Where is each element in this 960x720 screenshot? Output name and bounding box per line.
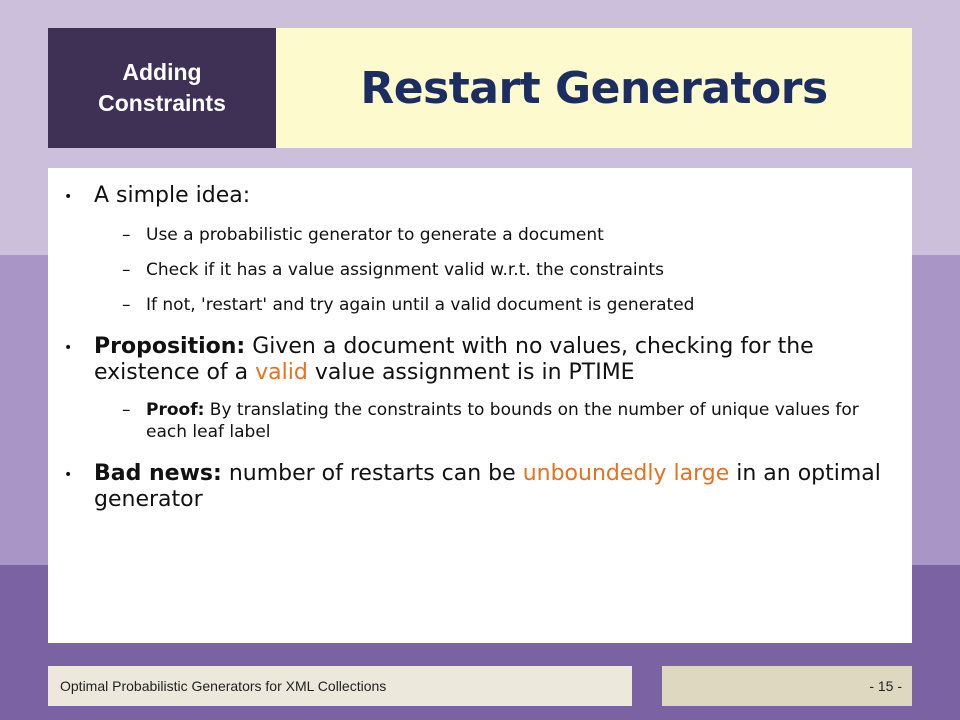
dash-icon: – <box>122 400 131 420</box>
dash-icon: – <box>122 295 131 315</box>
page-number-text: - 15 - <box>869 678 902 694</box>
dash-icon: – <box>122 225 131 245</box>
highlight-valid: valid <box>255 360 308 385</box>
bullet-simple-idea <box>62 183 884 211</box>
bad-news-text-post: in an optimal generator <box>94 461 881 512</box>
proof-text: By translating the constraints to bounds on the number of unique values for each leaf label <box>146 400 859 442</box>
title-box <box>276 28 912 148</box>
sub-bullet-proof <box>122 399 884 443</box>
bullet-bad-news <box>62 461 884 513</box>
sub-bullet-check <box>122 259 884 281</box>
proposition-text-post: value assignment is in PTIME <box>307 360 635 385</box>
sub-bullet-generate <box>122 224 884 246</box>
sub-bullet-text <box>146 399 884 443</box>
bullet-text <box>94 461 884 513</box>
proposition-text-pre: Given a document with no values, checking for the existence of a <box>94 334 814 385</box>
bullet-icon: • <box>64 189 73 205</box>
bad-news-label: Bad news: <box>94 461 222 486</box>
footer-page-number <box>662 666 912 706</box>
bullet-icon: • <box>64 340 73 356</box>
bullet-proposition <box>62 334 884 386</box>
sub-bullet-text: If not, 'restart' and try again until a valid document is generated <box>146 295 695 315</box>
proof-label: Proof: <box>146 400 205 420</box>
sub-bullet-text: Use a probabilistic generator to generate a document <box>146 225 604 245</box>
dash-icon: – <box>122 260 131 280</box>
bullet-text: A simple idea: <box>94 183 251 208</box>
section-label-box <box>48 28 276 148</box>
slide-content <box>48 168 912 643</box>
bullet-text <box>94 334 884 386</box>
sub-bullet-text: Check if it has a value assignment valid w.r.t. the constraints <box>146 260 664 280</box>
section-label: Adding Constraints <box>98 59 226 116</box>
footer-title <box>48 666 632 706</box>
proposition-label: Proposition: <box>94 334 246 359</box>
slide-title: Restart Generators <box>360 62 828 114</box>
highlight-unbounded: unboundedly large <box>522 461 730 486</box>
bad-news-text-pre: number of restarts can be <box>221 461 523 486</box>
sub-bullet-restart <box>122 294 884 316</box>
bullet-icon: • <box>64 467 73 483</box>
footer-title-text: Optimal Probabilistic Generators for XML Collections <box>60 678 387 694</box>
